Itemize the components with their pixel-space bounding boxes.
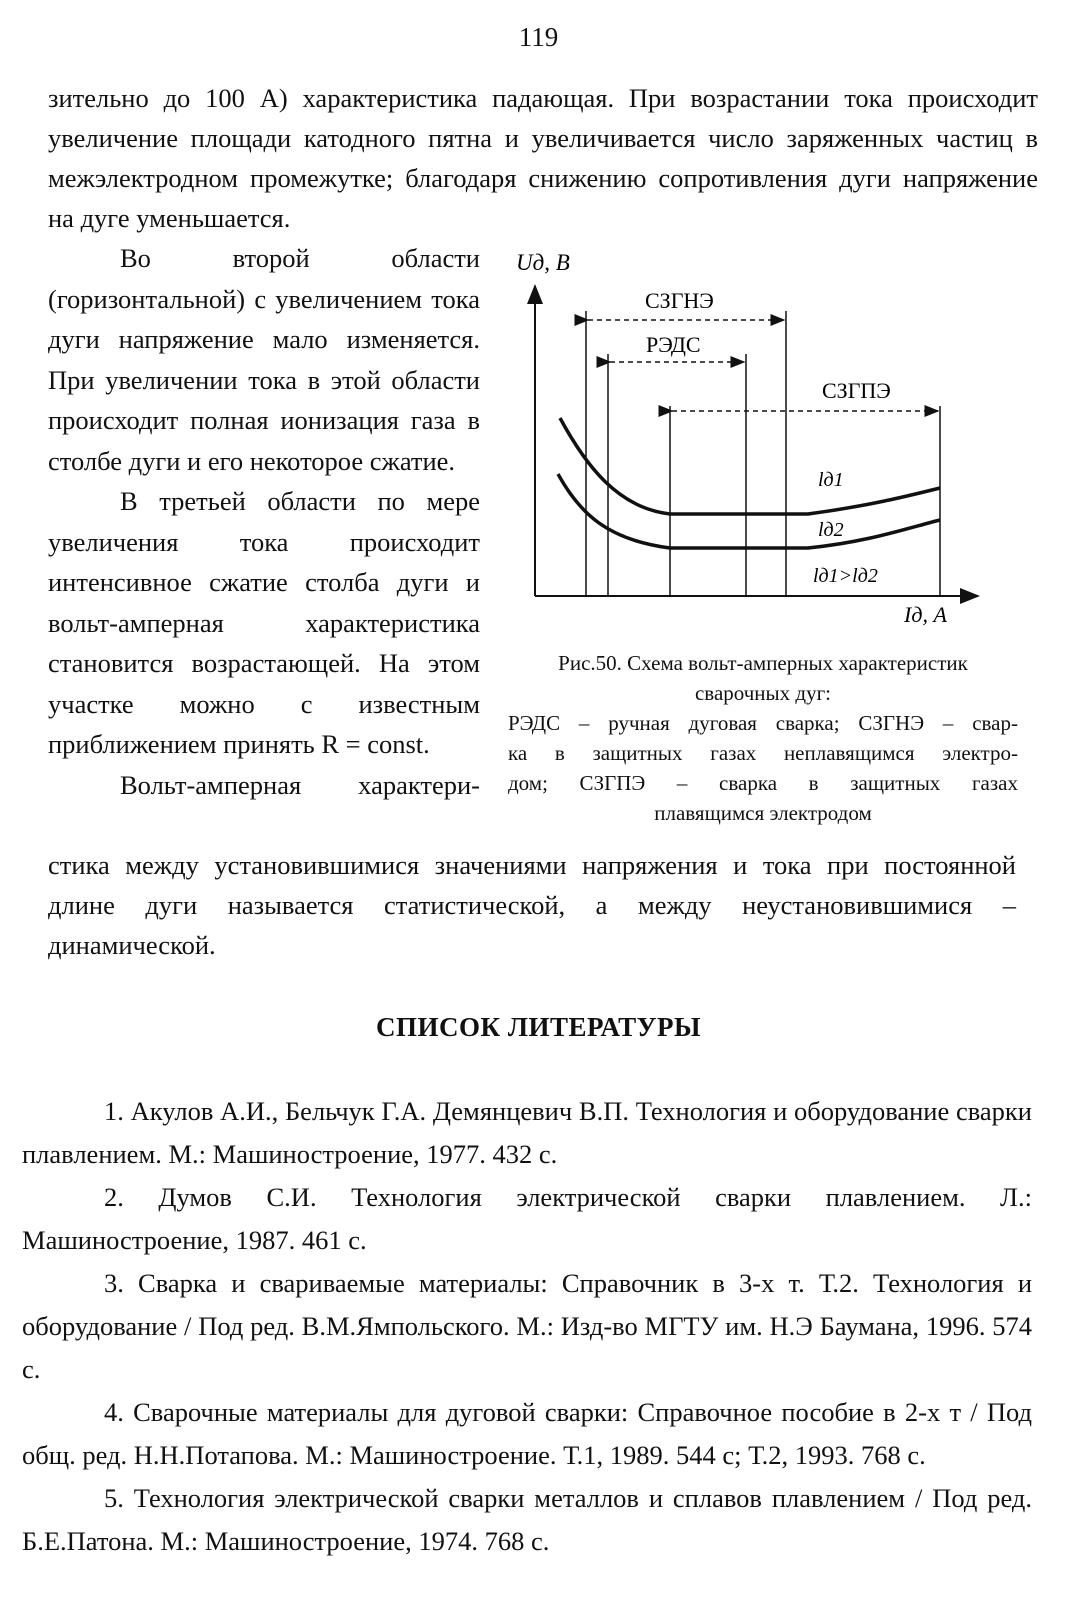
y-axis-label: Uд, В [516,250,570,275]
caption-body-line: плавящимся электродом [654,801,872,825]
range-label-szgpe: СЗГПЭ [822,378,891,403]
caption-body-line: ка в защитных газах неплавящимся электро- [508,741,1018,765]
reference-item: 1. Акулов А.И., Бельчук Г.А. Демянцевич В.П. Технология и оборудование сварки плавлением. М.: Машиностроение, 1977. 432 с. [22,1096,1032,1169]
vac-diagram [508,246,1028,646]
x-axis-label: Iд, А [904,602,947,627]
caption-body-line: дом; СЗГПЭ – сварка в защитных газах [508,771,1018,795]
reference-item: 4. Сварочные материалы для дуговой сварки: Справочное пособие в 2-х т / Под общ. ред. Н.Н.Потапова. М.: Машиностроение. Т.1, 1989. 544 с; Т.2, 1993. 768 с. [22,1397,1032,1470]
curve-label-ld2: lд2 [818,519,844,541]
caption-title-line: Рис.50. Схема вольт-амперных характеристик [558,651,968,675]
curve-label-comparison: lд1>lд2 [813,565,878,587]
paragraph-vac-start: Вольт-амперная характери- [120,769,480,800]
continuation-paragraph: стика между установившимися значениями напряжения и тока при постоянной длине дуги называется статистической, а между неустановившимися – динамической. [48,850,1016,960]
references-list [22,1090,1032,1563]
top-paragraph: зительно до 100 А) характеристика падающая. При возрастании тока происходит увеличение площади катодного пятна и увеличивается число заряженных частиц в межэлектродном промежутке; благодаря снижению сопротивления дуги напряжение на дуге уменьшается. [48,83,1038,233]
wrapped-text-column [48,238,480,805]
figure-caption [508,648,1018,828]
range-label-reds: РЭДС [646,332,701,357]
page-number: 119 [518,22,559,52]
range-label-szgne: СЗГНЭ [645,288,714,313]
curve-label-ld1: lд1 [818,469,844,491]
references-heading: СПИСОК ЛИТЕРАТУРЫ [376,1012,701,1042]
reference-item: 3. Сварка и свариваемые материалы: Справочник в 3-х т. Т.2. Технология и оборудование / Под ред. В.М.Ямпольского. М.: Изд-во МГТУ им. Н.Э Баумана, 1996. 574 с. [22,1268,1032,1384]
paragraph-second-region: Во второй области (горизонтальной) с увеличением тока дуги напряжение мало изменяется. При увеличении тока в этой области происходит полная ионизация газа в столбе дуги и его некоторое сжатие. [48,243,480,476]
reference-item: 2. Думов С.И. Технология электрической сварки плавлением. Л.: Машиностроение, 1987. 461 с. [22,1182,1032,1255]
vac-curve-ld1 [560,418,940,514]
paragraph-third-region: В третьей области по мере увеличения тока происходит интенсивное сжатие столба дуги и вольт-амперная характеристика становится возрастающей. На этом участке можно с известным приближением принять R = const. [48,486,480,759]
caption-title-line: сварочных дуг: [694,681,832,705]
vac-curve-ld2 [558,474,940,548]
reference-item: 5. Технология электрической сварки металлов и сплавов плавлением / Под ред. Б.Е.Патона. М.: Машиностроение, 1974. 768 с. [22,1483,1032,1556]
caption-body-line: РЭДС – ручная дуговая сварка; СЗГНЭ – свар- [508,711,1018,735]
